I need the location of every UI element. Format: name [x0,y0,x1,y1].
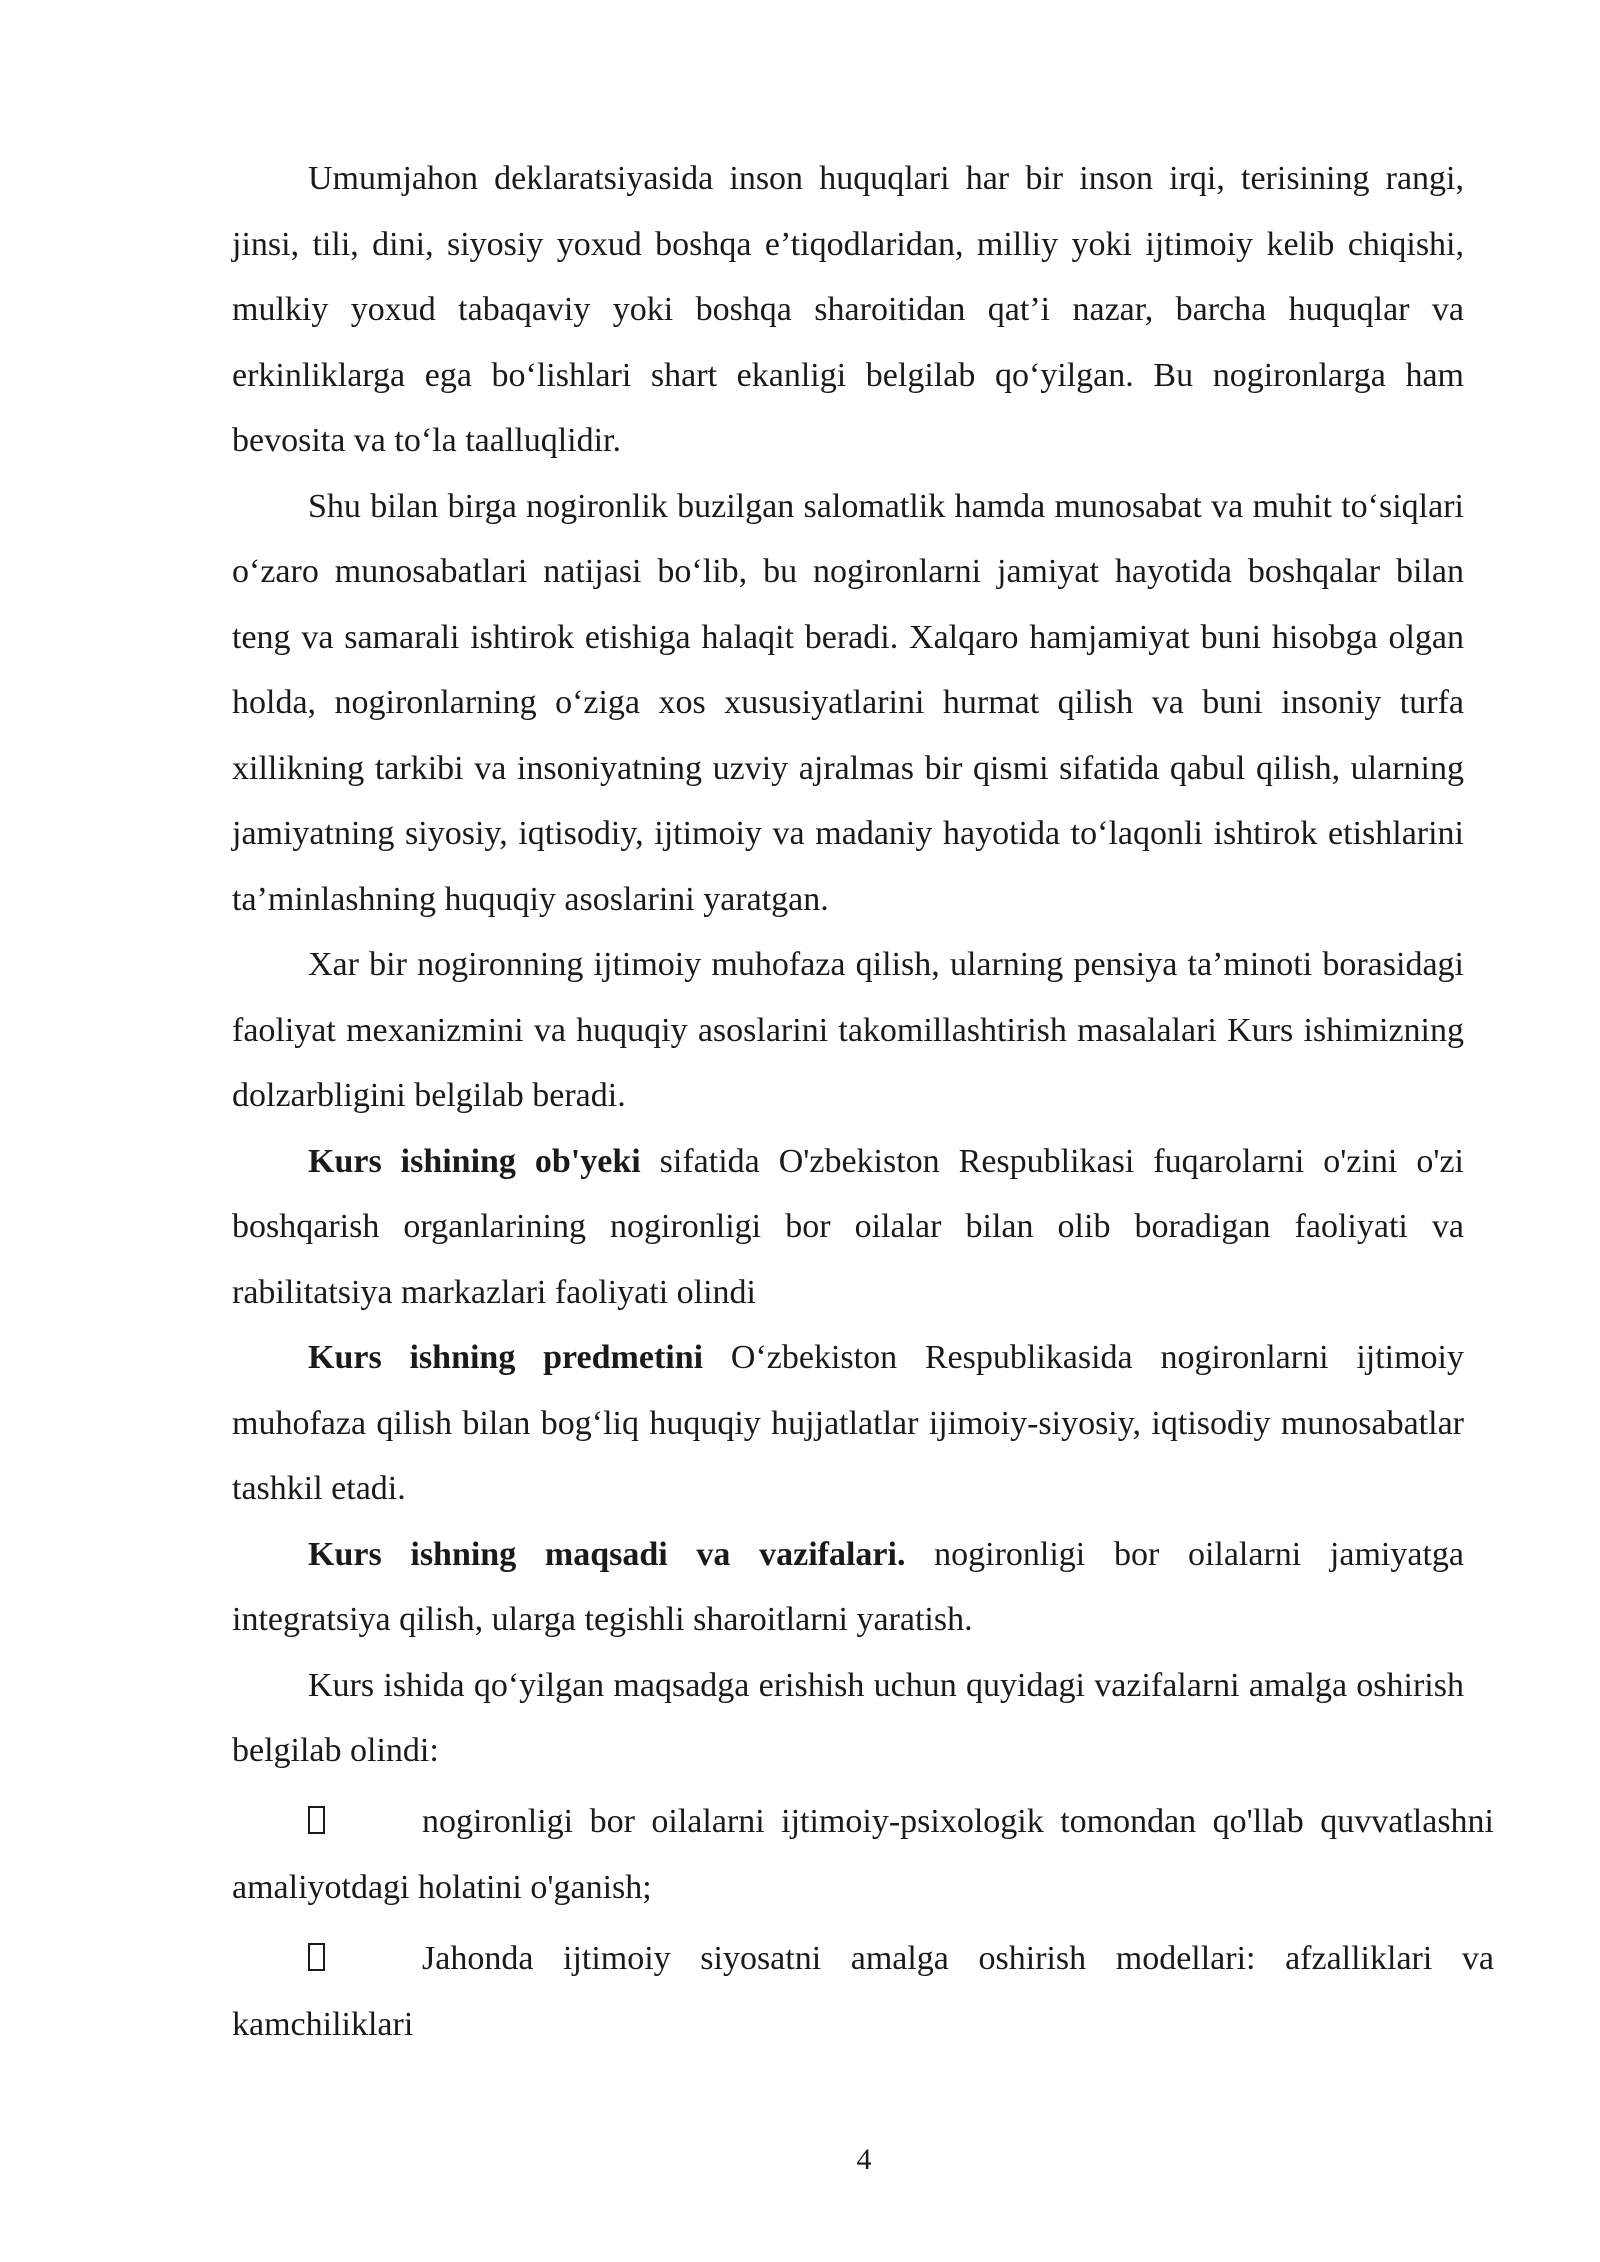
object-text: sifatida O'zbekiston Respublikasi fuqarolarni o'zini o'zi boshqarish organlarining nogironligi bor oilalar bilan olib boradigan faoliyati va rabilitatsiya markazlari faoliyati olindi [232,1142,1464,1311]
paragraph-disability-barriers: Shu bilan birga nogironlik buzilgan salomatlik hamda munosabat va muhit to‘siqlari o‘zaro munosabatlari natijasi bo‘lib, bu nogironlarni jamiyat hayotida boshqalar bilan teng va samarali ishtirok etishiga halaqit beradi. Xalqaro hamjamiyat buni hisobga olgan holda, nogironlarning o‘ziga xos xususiyatlarini hurmat qilish va buni insoniy turfa xillikning tarkibi va insoniyatning uzviy ajralmas bir qismi sifatida qabul qilish, ularning jamiyatning siyosiy, iqtisodiy, ijtimoiy va madaniy hayotida to‘laqonli ishtirok etishlarini ta’minlashning huquqiy asoslarini yaratgan. [232,487,1464,918]
goal-heading: Kurs ishning maqsadi va vazifalari. [308,1535,906,1573]
paragraph-declaration: Umumjahon deklaratsiyasida inson huquqlari har bir inson irqi, terisining rangi, jinsi, tili, dini, siyosiy yoxud boshqa e’tiqodlaridan, milliy yoki ijtimoiy kelib chiqishi, mulkiy yoxud tabaqaviy yoki boshqa sharoitidan qat’i nazar, barcha huquqlar va erkinliklarga ega bo‘lishlari shart ekanligi belgilab qo‘yilgan. Bu nogironlarga ham bevosita va to‘la taalluqlidir. [232,160,1464,459]
list-item-text: Jahonda ijtimoiy siyosatni amalga oshirish modellari: afzalliklari va kamchiliklari [232,1939,1494,2043]
subject-text: O‘zbekiston Respublikasida nogironlarni ijtimoiy muhofaza qilish bilan bog‘liq huquqiy hujjatlatlar ijimoiy-siyosiy, iqtisodiy munosabatlar tashkil etadi. [232,1339,1465,1507]
goal-text: nogironligi bor oilalarni jamiyatga integratsiya qilish, ularga tegishli sharoitlarni yaratish. [232,1535,1464,1638]
paragraph-tasks-intro: Kurs ishida qo‘yilgan maqsadga erishish uchun quyidagi vazifalarni amalga oshirish belgilab olindi: [232,1666,1464,1769]
paragraph-subject [232,1325,1464,1522]
paragraph-goal [232,1522,1464,1653]
page-number: 4 [856,2143,872,2176]
missing-glyph-box-icon [232,1790,422,1856]
document-body [232,146,1494,2058]
paragraph-object [232,1129,1464,1326]
object-heading: Kurs ishining ob'yeki [308,1142,641,1180]
list-item [232,1789,1494,1921]
subject-heading: Kurs ishning predmetini [308,1339,704,1376]
paragraph-relevance: Xar bir nogironning ijtimoiy muhofaza qilish, ularning pensiya ta’minoti borasidagi faoliyat mexanizmini va huquqiy asoslarini takomillashtirish masalalari Kurs ishimizning dolzarbligini belgilab beradi. [232,946,1464,1114]
missing-glyph-box-icon [232,1927,422,1993]
list-item-text: nogironligi bor oilalarni ijtimoiy-psixologik tomondan qo'llab quvvatlashni amaliyotdagi holatini o'ganish; [232,1802,1494,1906]
list-item [232,1926,1494,2058]
